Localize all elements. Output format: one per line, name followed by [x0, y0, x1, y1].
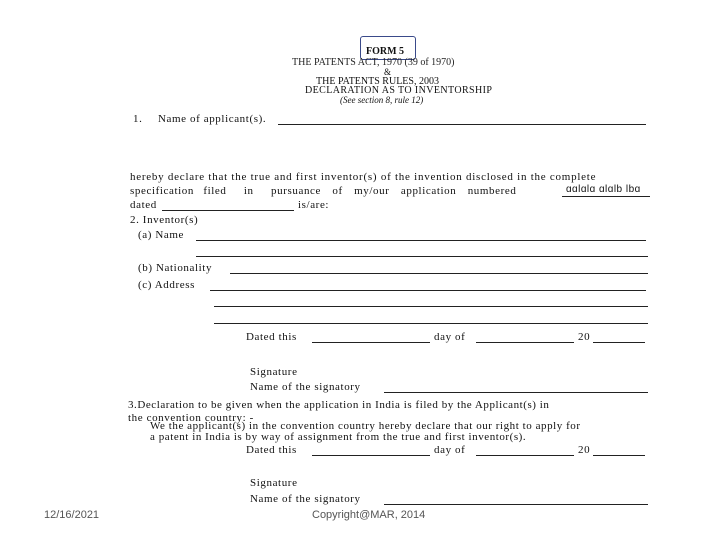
month-line-1: [476, 342, 574, 343]
section1-number: 1.: [133, 113, 143, 125]
year-prefix-2: 20: [578, 444, 591, 456]
word-numbered: numbered: [467, 185, 517, 197]
footer-copyright: Copyright@MAR, 2014: [312, 509, 426, 521]
applicant-name-line: [278, 124, 646, 125]
signatory-line-1: [384, 392, 648, 393]
signatory-line-2: [384, 504, 648, 505]
inventor-name-line-2: [196, 256, 648, 257]
declaration-line-1: hereby declare that the true and first inventor(s) of the invention disclosed in the complete: [130, 171, 597, 183]
act-title: THE PATENTS ACT, 1970 (39 of 1970): [292, 57, 455, 68]
application-number-scrawl: ɑɑlɑlɑ ɑlɑlb lbɑ: [566, 184, 641, 195]
application-number-line: [562, 196, 650, 197]
section3-line-1: 3.Declaration to be given when the application in India is filed by the Applicant(s) in: [128, 399, 550, 411]
section-reference: (See section 8, rule 12): [340, 95, 424, 105]
is-are-label: is/are:: [298, 199, 330, 211]
dated-label: dated: [130, 199, 157, 211]
signatory-label-2: Name of the signatory: [250, 493, 361, 505]
day-of-label-1: day of: [434, 331, 466, 343]
inventor-nationality-line: [230, 273, 648, 274]
declaration-line-2: [130, 185, 517, 197]
inventor-address-line-2: [214, 306, 648, 307]
declaration-title: DECLARATION AS TO INVENTORSHIP: [305, 85, 493, 96]
dated-line: [162, 210, 294, 211]
signature-label-1: Signature: [250, 366, 298, 378]
rules-title: THE PATENTS RULES, 2003: [316, 76, 439, 87]
inventor-name-label: (a) Name: [138, 229, 185, 241]
inventor-nationality-label: (b) Nationality: [138, 262, 213, 274]
section3-line-3: We the applicant(s) in the convention country hereby declare that our right to apply for: [150, 420, 581, 432]
inventor-name-line-1: [196, 240, 646, 241]
section3-line-4: a patent in India is by way of assignment from the true and first inventor(s).: [150, 431, 527, 443]
word-pursuance: pursuance: [271, 185, 322, 197]
month-line-2: [476, 455, 574, 456]
word-specification: specification: [130, 185, 194, 197]
day-line-1: [312, 342, 430, 343]
word-in: in: [243, 185, 254, 197]
year-line-2: [593, 455, 645, 456]
word-of: of: [332, 185, 343, 197]
day-line-2: [312, 455, 430, 456]
inventors-heading: 2. Inventor(s): [130, 214, 199, 226]
day-of-label-2: day of: [434, 444, 466, 456]
word-filed: filed: [203, 185, 227, 197]
footer-date: 12/16/2021: [44, 509, 100, 521]
signatory-label-1: Name of the signatory: [250, 381, 361, 393]
year-line-1: [593, 342, 645, 343]
year-prefix-1: 20: [578, 331, 591, 343]
signature-label-2: Signature: [250, 477, 298, 489]
inventor-address-line-3: [214, 323, 648, 324]
ampersand: &: [384, 67, 392, 77]
inventor-address-line-1: [210, 290, 646, 291]
word-my-our: my/our: [354, 185, 390, 197]
applicant-name-label: Name of applicant(s).: [158, 113, 267, 125]
inventor-address-label: (c) Address: [138, 279, 196, 291]
dated-this-label-2: Dated this: [246, 444, 297, 456]
section3-line-2: the convention country: -: [128, 412, 254, 424]
dated-this-label-1: Dated this: [246, 331, 297, 343]
word-application: application: [400, 185, 457, 197]
form-number: FORM 5: [366, 46, 405, 57]
